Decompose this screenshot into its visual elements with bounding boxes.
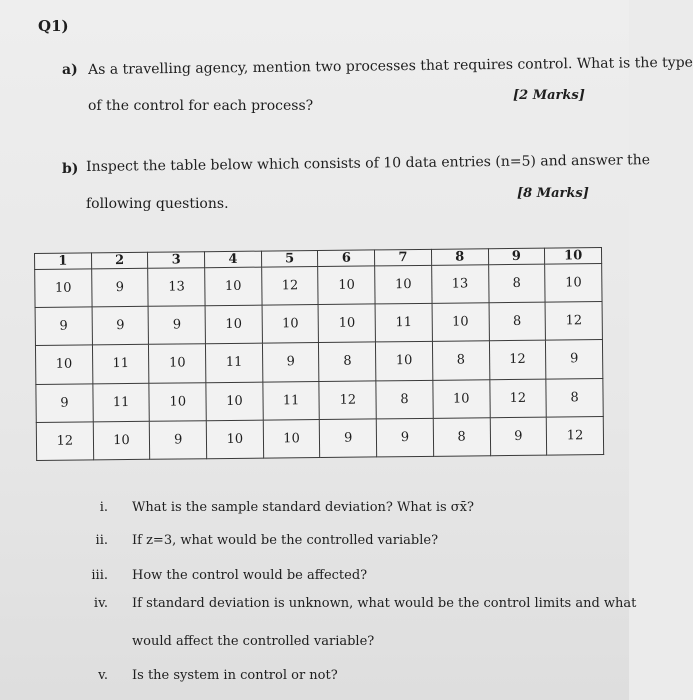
table-cell: 10	[205, 267, 262, 306]
table-cell: 8	[546, 378, 603, 417]
table-row	[36, 378, 603, 422]
sub-question-text: If standard deviation is unknown, what would be the control limits and what	[132, 596, 637, 611]
table-cell: 10	[376, 342, 433, 381]
sub-question-number: ii.	[95, 533, 108, 548]
table-header-cell: 4	[205, 251, 262, 268]
table-row	[35, 264, 602, 308]
table-header-cell: 5	[261, 251, 318, 268]
sub-question-text: If z=3, what would be the controlled variable?	[132, 533, 439, 548]
table-cell: 10	[545, 264, 602, 303]
table-header-cell: 6	[318, 250, 375, 267]
table-row	[35, 302, 602, 346]
table-header-cell: 7	[375, 249, 432, 266]
part-b-marks: [8 Marks]	[517, 186, 589, 201]
table-cell: 10	[263, 419, 320, 458]
table-header-cell: 3	[148, 252, 205, 269]
sub-question-text: What is the sample standard deviation? What is σx̄?	[132, 500, 474, 515]
table-header-cell: 2	[91, 252, 148, 269]
table-cell: 11	[93, 383, 150, 422]
part-b-label: b)	[62, 161, 79, 177]
table-cell: 9	[92, 306, 149, 345]
table-cell: 10	[149, 344, 206, 383]
table-cell: 10	[262, 305, 319, 344]
part-a-line-1: As a travelling agency, mention two processes that requires control. What is the type	[88, 54, 693, 78]
table-cell: 10	[35, 269, 92, 308]
table-cell: 9	[150, 420, 207, 459]
table-cell: 10	[205, 305, 262, 344]
table-cell: 9	[490, 417, 547, 456]
data-table	[34, 247, 604, 461]
table-cell: 9	[262, 343, 319, 382]
table-cell: 11	[206, 343, 263, 382]
sub-question-number: v.	[98, 668, 108, 683]
table-header-cell: 9	[488, 248, 545, 265]
table-cell: 13	[148, 268, 205, 307]
table-cell: 12	[489, 341, 546, 380]
table-cell: 12	[546, 416, 603, 455]
part-a-line-2: of the control for each process?	[88, 98, 314, 114]
sub-question-number: i.	[99, 500, 108, 515]
table-cell: 10	[318, 266, 375, 305]
table-cell: 10	[375, 265, 432, 304]
table-cell: 10	[318, 304, 375, 343]
table-cell: 12	[36, 422, 93, 461]
table-cell: 10	[35, 345, 92, 384]
table-cell: 9	[320, 419, 377, 458]
sub-question-text: Is the system in control or not?	[132, 668, 338, 683]
sub-question-number: iv.	[93, 596, 108, 611]
part-a-marks: [2 Marks]	[513, 88, 585, 103]
table-cell: 10	[432, 303, 489, 342]
part-b-line-1: Inspect the table below which consists of 10 data entries (n=5) and answer the	[86, 152, 651, 175]
table-cell: 9	[91, 268, 148, 307]
table-cell: 12	[489, 379, 546, 418]
sub-question-text: How the control would be affected?	[132, 568, 368, 583]
question-title: Q1)	[38, 17, 69, 35]
table-cell: 10	[206, 420, 263, 459]
table-cell: 10	[149, 382, 206, 421]
table-cell: 12	[319, 380, 376, 419]
part-b-line-2: following questions.	[86, 196, 229, 212]
table-cell: 11	[263, 381, 320, 420]
table-header-cell: 10	[545, 248, 602, 265]
table-cell: 9	[148, 306, 205, 345]
sub-question-number: iii.	[91, 568, 108, 583]
table-row	[36, 416, 603, 460]
table-cell: 8	[319, 342, 376, 381]
table-cell: 9	[546, 340, 603, 379]
table-cell: 12	[545, 302, 602, 341]
part-a-label: a)	[62, 62, 78, 78]
table-cell: 11	[92, 345, 149, 384]
table-cell: 8	[432, 341, 489, 380]
table-cell: 8	[376, 380, 433, 419]
table-cell: 9	[36, 383, 93, 422]
table-cell: 12	[261, 267, 318, 306]
table-header-cell: 8	[431, 249, 488, 266]
table-cell: 13	[431, 265, 488, 304]
table-row	[35, 340, 602, 384]
table-cell: 8	[488, 264, 545, 303]
table-header-cell: 1	[35, 253, 92, 270]
table-cell: 10	[206, 382, 263, 421]
table-cell: 10	[93, 421, 150, 460]
table-cell: 9	[376, 418, 433, 457]
table-cell: 11	[375, 304, 432, 343]
table-cell: 8	[433, 417, 490, 456]
table-cell: 8	[489, 302, 546, 341]
table-cell: 10	[433, 379, 490, 418]
sub-question-text-continued: would affect the controlled variable?	[132, 634, 375, 649]
table-cell: 9	[35, 307, 92, 346]
data-table-wrapper	[34, 247, 604, 461]
